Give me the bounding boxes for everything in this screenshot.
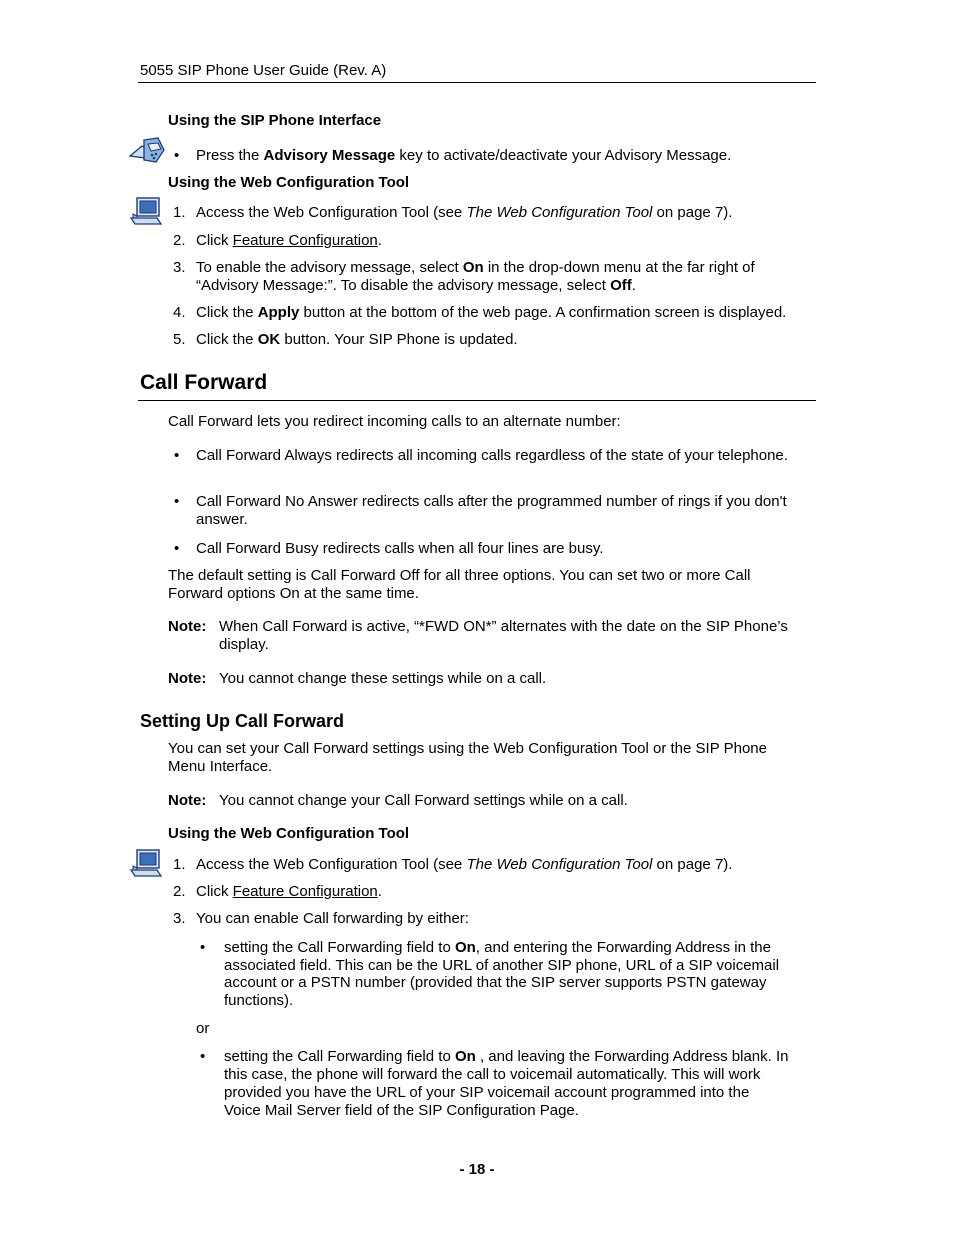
- step-number: 5.: [173, 331, 186, 348]
- advisory-bullet: Press the Advisory Message key to activate/deactivate your Advisory Message.: [196, 147, 732, 164]
- step-number: 1.: [173, 856, 186, 873]
- setup-step-2: Click Feature Configuration.: [196, 883, 382, 900]
- note-label: Note:: [168, 670, 207, 687]
- bullet-marker: •: [174, 447, 180, 464]
- phone-icon: [128, 136, 168, 166]
- step-number: 2.: [173, 232, 186, 249]
- call-forward-intro: Call Forward lets you redirect incoming calls to an alternate number:: [168, 413, 621, 430]
- note-2: You cannot change these settings while on a call.: [219, 670, 547, 687]
- bullet-marker: •: [174, 147, 180, 164]
- setup-step-3: You can enable Call forwarding by either:: [196, 910, 469, 927]
- running-header: 5055 SIP Phone User Guide (Rev. A): [140, 62, 387, 79]
- bullet-marker: •: [174, 493, 180, 510]
- option-1-line-3: account or a PSTN number (provided that the SIP server supports PSTN gateway: [224, 974, 767, 991]
- heading-rule: [138, 400, 816, 401]
- option-1-line-1: setting the Call Forwarding field to On, and entering the Forwarding Address in the: [224, 939, 771, 956]
- subheading-web-config-2: Using the Web Configuration Tool: [168, 825, 410, 842]
- option-2-line-3: provided you have the URL of your SIP voicemail account programmed into the: [224, 1084, 750, 1101]
- or-text: or: [196, 1020, 210, 1037]
- option-2-line-2: this case, the phone will forward the call to voicemail automatically. This will work: [224, 1066, 761, 1083]
- subheading-sip-phone-interface: Using the SIP Phone Interface: [168, 112, 382, 129]
- step-number: 1.: [173, 204, 186, 221]
- note-1-line-1: When Call Forward is active, “*FWD ON*” alternates with the date on the SIP Phone’s: [219, 618, 788, 635]
- step-5: Click the OK button. Your SIP Phone is updated.: [196, 331, 518, 348]
- note-label: Note:: [168, 618, 207, 635]
- option-2-line-1: setting the Call Forwarding field to On , and leaving the Forwarding Address blank. In: [224, 1048, 789, 1065]
- header-rule: [138, 82, 816, 83]
- feature-configuration-link[interactable]: Feature Configuration: [232, 232, 378, 249]
- option-1-line-2: associated field. This can be the URL of another SIP phone, URL of a SIP voicemail: [224, 957, 780, 974]
- note-label: Note:: [168, 792, 207, 809]
- default-setting-line-1: The default setting is Call Forward Off for all three options. You can set two or more Call: [168, 567, 751, 584]
- subheading-web-config: Using the Web Configuration Tool: [168, 174, 410, 191]
- bullet-no-answer-line-2: answer.: [196, 511, 248, 528]
- option-1-line-4: functions).: [224, 992, 294, 1009]
- step-3-line-1: To enable the advisory message, select On in the drop-down menu at the far right of: [196, 259, 755, 276]
- step-2: Click Feature Configuration.: [196, 232, 382, 249]
- default-setting-line-2: Forward options On at the same time.: [168, 585, 419, 602]
- feature-configuration-link[interactable]: Feature Configuration: [232, 883, 378, 900]
- step-number: 4.: [173, 304, 186, 321]
- setup-step-1: Access the Web Configuration Tool (see The Web Configuration Tool on page 7).: [196, 856, 733, 873]
- step-3-line-2: “Advisory Message:”. To disable the advisory message, select Off.: [196, 277, 636, 294]
- step-4: Click the Apply button at the bottom of the web page. A confirmation screen is displayed.: [196, 304, 787, 321]
- bullet-forward-always: Call Forward Always redirects all incoming calls regardless of the state of your telephone.: [196, 447, 788, 464]
- heading-call-forward: Call Forward: [140, 371, 268, 394]
- note-3: You cannot change your Call Forward settings while on a call.: [219, 792, 628, 809]
- note-1-line-2: display.: [219, 636, 269, 653]
- step-number: 3.: [173, 259, 186, 276]
- heading-setting-up: Setting Up Call Forward: [140, 711, 345, 731]
- setup-intro-line-1: You can set your Call Forward settings using the Web Configuration Tool or the SIP Phone: [168, 740, 767, 757]
- setup-intro-line-2: Menu Interface.: [168, 758, 273, 775]
- page-number: - 18 -: [459, 1161, 495, 1178]
- computer-icon: [129, 848, 163, 880]
- bullet-marker: •: [174, 540, 180, 557]
- step-number: 2.: [173, 883, 186, 900]
- bullet-marker: •: [200, 1048, 206, 1065]
- bullet-no-answer-line-1: Call Forward No Answer redirects calls after the programmed number of rings if you don't: [196, 493, 787, 510]
- step-number: 3.: [173, 910, 186, 927]
- bullet-busy: Call Forward Busy redirects calls when all four lines are busy.: [196, 540, 604, 557]
- bullet-marker: •: [200, 939, 206, 956]
- computer-icon: [129, 196, 163, 228]
- option-2-line-4: Voice Mail Server field of the SIP Configuration Page.: [224, 1102, 579, 1119]
- step-1: Access the Web Configuration Tool (see The Web Configuration Tool on page 7).: [196, 204, 733, 221]
